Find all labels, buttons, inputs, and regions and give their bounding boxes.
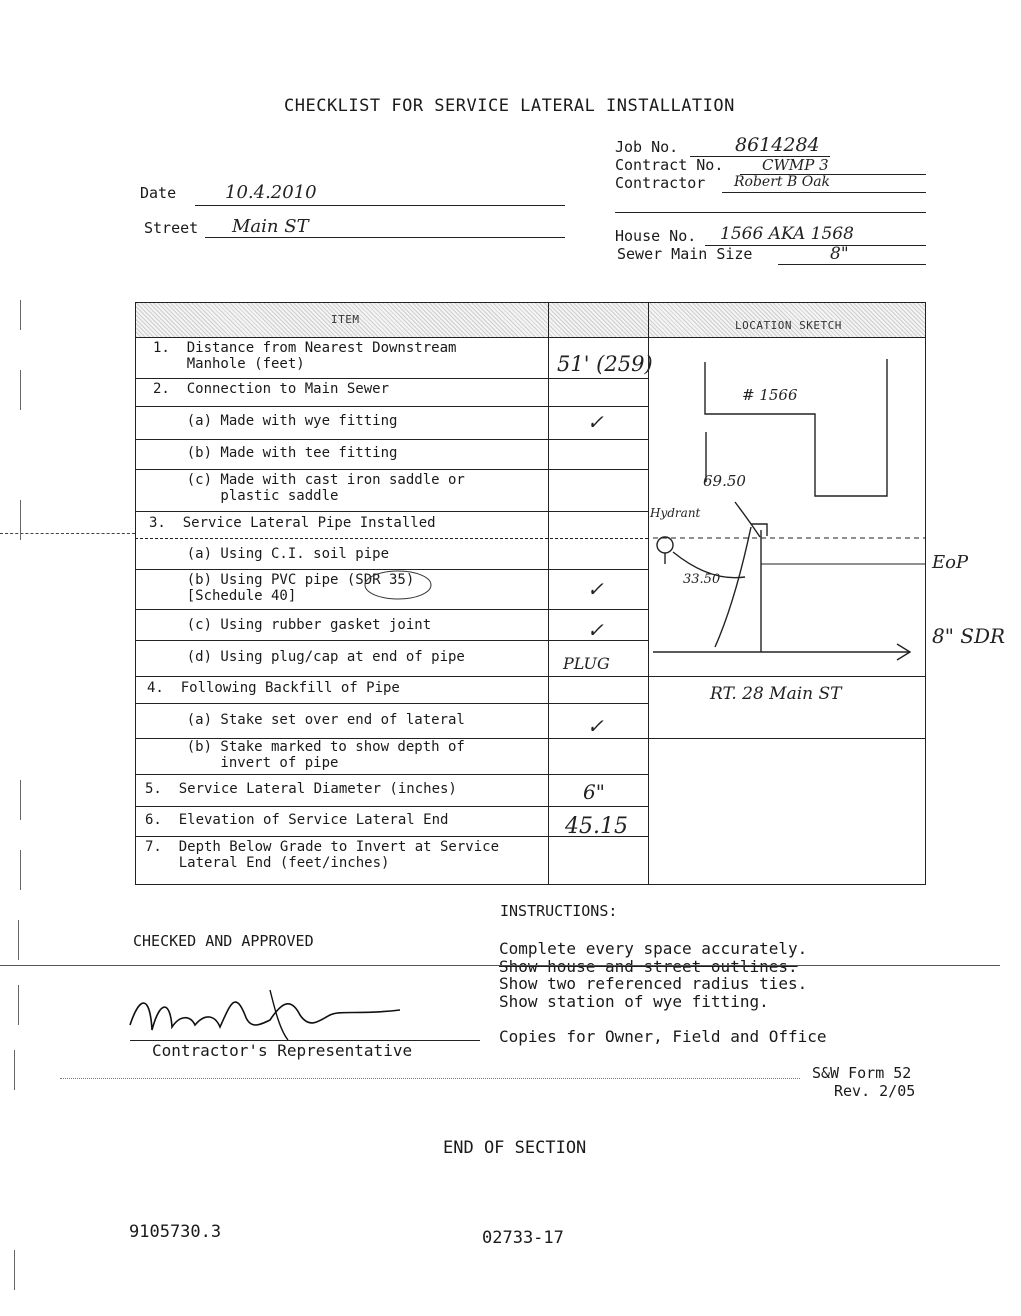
instruction-line: Complete every space accurately. xyxy=(499,939,808,958)
table-row: 5. Service Lateral Diameter (inches) xyxy=(145,781,457,797)
contractor-label: Contractor xyxy=(615,174,706,192)
sketch-distance-1: 69.50 xyxy=(703,472,746,490)
checklist-table xyxy=(135,302,926,885)
contract-number-value: CWMP 3 xyxy=(762,156,829,174)
sketch-distance-2: 33.50 xyxy=(683,572,721,587)
value-lateral-diameter: 6" xyxy=(583,780,605,804)
instruction-line: Show house and street outlines. xyxy=(499,957,798,976)
table-row: (d) Using plug/cap at end of pipe xyxy=(153,649,465,665)
sketch-house-label: # 1566 xyxy=(742,386,798,404)
value-stake-set: ✓ xyxy=(587,714,604,738)
table-row: 6. Elevation of Service Lateral End xyxy=(145,812,449,828)
date-label: Date xyxy=(140,184,177,202)
end-of-section: END OF SECTION xyxy=(443,1138,587,1158)
table-row: 1. Distance from Nearest Downstream Manhole (feet) xyxy=(153,340,457,372)
sketch-eop-label: EoP xyxy=(932,552,969,573)
form-number: S&W Form 52 xyxy=(812,1064,912,1082)
table-row: (b) Made with tee fitting xyxy=(153,445,398,461)
footer-page-number: 02733-17 xyxy=(482,1228,564,1248)
item-column-header: ITEM xyxy=(331,313,360,326)
form-revision: Rev. 2/05 xyxy=(834,1082,916,1100)
instructions-heading: INSTRUCTIONS: xyxy=(500,902,618,920)
footer-document-number: 9105730.3 xyxy=(129,1222,222,1242)
instruction-line: Show two referenced radius ties. xyxy=(499,974,808,993)
contractor-rep-label: Contractor's Representative xyxy=(152,1041,413,1060)
value-gasket-joint: ✓ xyxy=(587,618,604,642)
job-number-value: 8614284 xyxy=(735,134,820,156)
table-row: (a) Made with wye fitting xyxy=(153,413,398,429)
table-row: 3. Service Lateral Pipe Installed xyxy=(149,515,436,531)
contract-number-label: Contract No. xyxy=(615,156,724,174)
copies-note: Copies for Owner, Field and Office xyxy=(499,1027,827,1046)
street-value: Main ST xyxy=(232,216,309,237)
sketch-street-label: RT. 28 Main ST xyxy=(710,684,842,704)
sewer-main-size-value: 8" xyxy=(830,244,849,264)
contractor-value: Robert B Oak xyxy=(734,174,831,190)
street-label: Street xyxy=(144,219,199,237)
value-elevation: 45.15 xyxy=(565,814,628,839)
table-row: (c) Using rubber gasket joint xyxy=(153,617,432,633)
date-value: 10.4.2010 xyxy=(225,182,317,203)
table-row: (b) Using PVC pipe (SDR 35) [Schedule 40] xyxy=(186,572,415,604)
table-row: (b) Stake marked to show depth of invert of pipe xyxy=(186,739,465,771)
sketch-hydrant-label: Hydrant xyxy=(650,506,701,520)
table-row: (a) Using C.I. soil pipe xyxy=(153,546,390,562)
page-title: CHECKLIST FOR SERVICE LATERAL INSTALLATION xyxy=(284,96,735,116)
value-distance-manhole: 51' (259) xyxy=(557,352,653,376)
house-number-value: 1566 AKA 1568 xyxy=(720,224,854,244)
table-row: 2. Connection to Main Sewer xyxy=(153,381,390,397)
sketch-sdr-label: 8" SDR xyxy=(932,624,1006,648)
value-pvc-pipe: ✓ xyxy=(587,577,604,601)
instruction-line: Show station of wye fitting. xyxy=(499,992,769,1011)
signature-image xyxy=(120,985,420,1045)
sewer-main-size-label: Sewer Main Size xyxy=(617,245,753,263)
checked-approved-heading: CHECKED AND APPROVED xyxy=(133,932,314,950)
table-row: 4. Following Backfill of Pipe xyxy=(147,680,400,696)
job-number-label: Job No. xyxy=(615,138,679,156)
house-number-label: House No. xyxy=(615,227,697,245)
table-row: (a) Stake set over end of lateral xyxy=(153,712,465,728)
value-plug-cap: PLUG xyxy=(563,654,610,673)
value-wye-fitting: ✓ xyxy=(587,410,604,434)
table-row: 7. Depth Below Grade to Invert at Service Lateral End (feet/inches) xyxy=(145,839,500,871)
sketch-column-header: LOCATION SKETCH xyxy=(735,319,842,332)
location-sketch xyxy=(135,302,926,885)
table-row: (c) Made with cast iron saddle or plastic saddle xyxy=(186,472,465,504)
